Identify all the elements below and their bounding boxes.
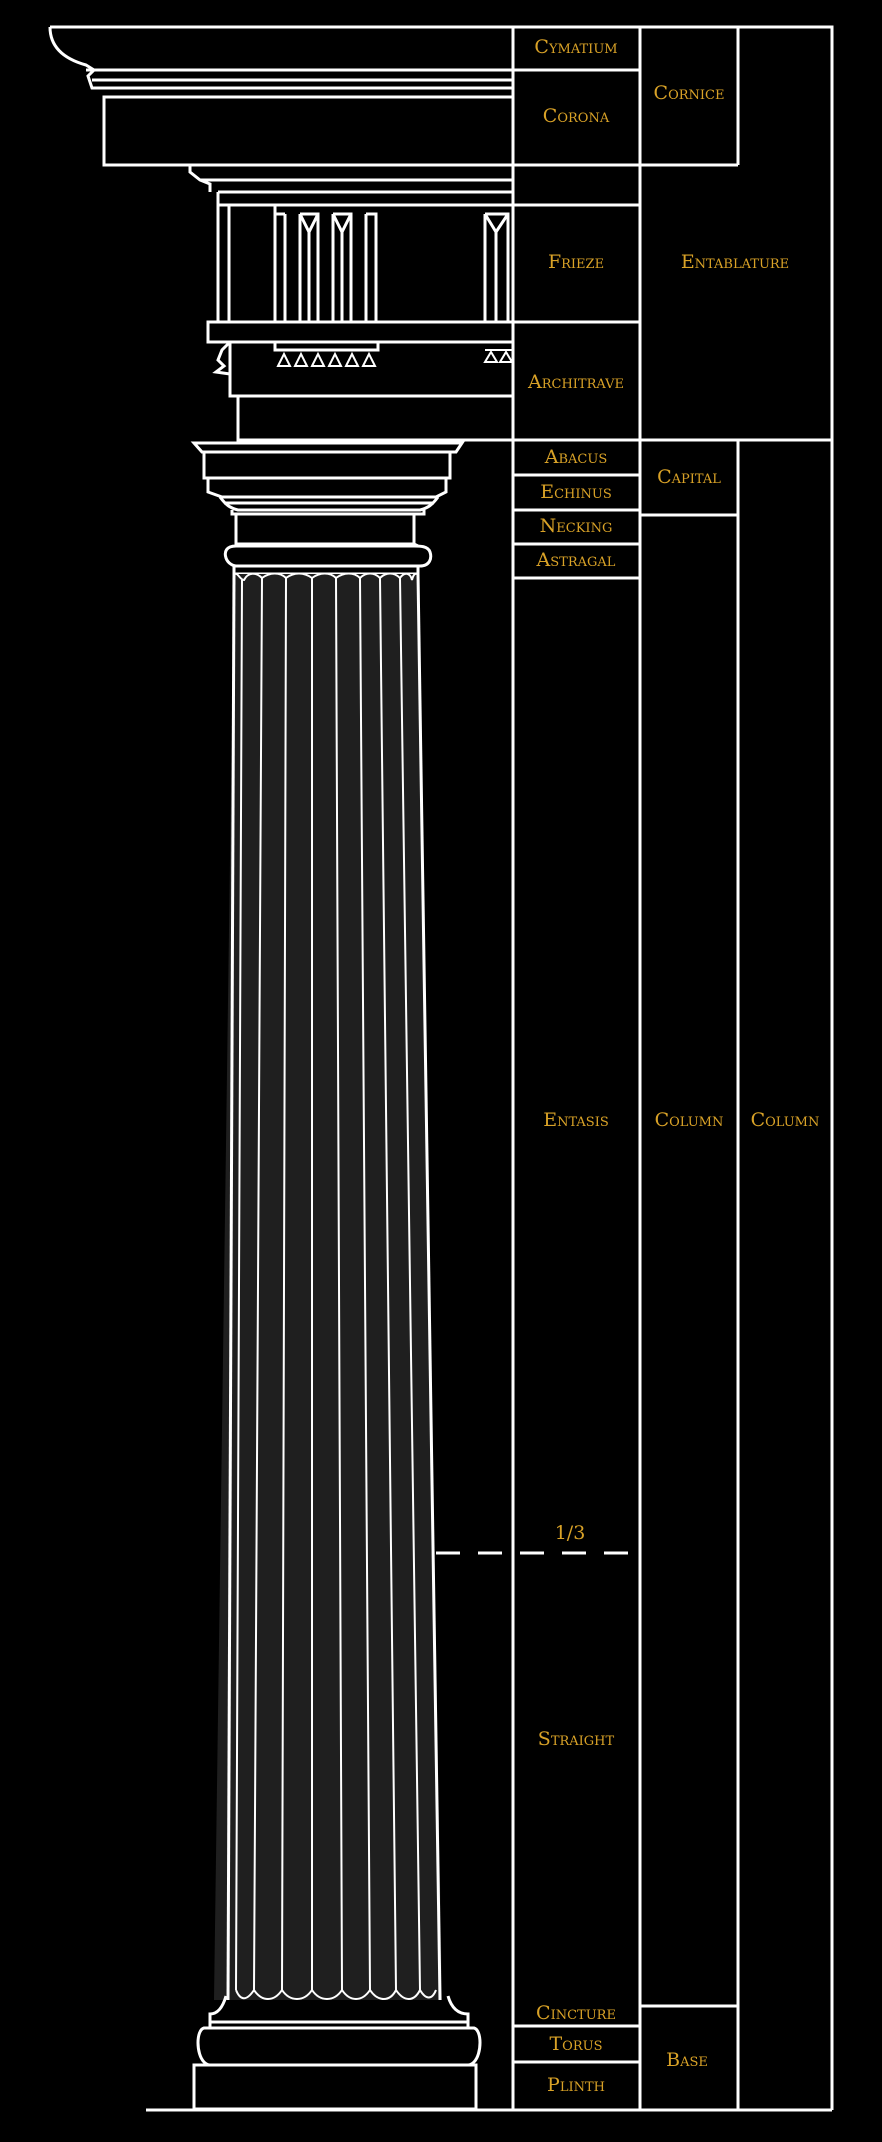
label-plinth: Plinth <box>547 2074 605 2096</box>
label-entablature: Entablature <box>680 251 790 273</box>
label-straight: Straight <box>537 1728 615 1750</box>
label-cymatium: Cymatium <box>534 36 618 58</box>
label-base: Base <box>666 2049 708 2071</box>
label-necking: Necking <box>539 515 613 537</box>
label-frieze: Frieze <box>547 251 605 273</box>
label-entasis: Entasis <box>543 1109 609 1131</box>
label-one-third: 1/3 <box>554 1522 586 1544</box>
label-abacus: Abacus <box>544 446 608 468</box>
label-cincture: Cincture <box>536 2002 616 2024</box>
label-corona: Corona <box>542 105 610 127</box>
label-echinus: Echinus <box>540 481 612 503</box>
label-cornice: Cornice <box>653 82 725 104</box>
label-capital: Capital <box>657 466 721 488</box>
label-architrave: Architrave <box>527 371 625 393</box>
label-torus: Torus <box>549 2033 603 2055</box>
column-shaft <box>214 574 442 2001</box>
label-astragal: Astragal <box>536 549 616 571</box>
label-column-outer: Column <box>750 1109 820 1131</box>
label-column-inner: Column <box>654 1109 724 1131</box>
